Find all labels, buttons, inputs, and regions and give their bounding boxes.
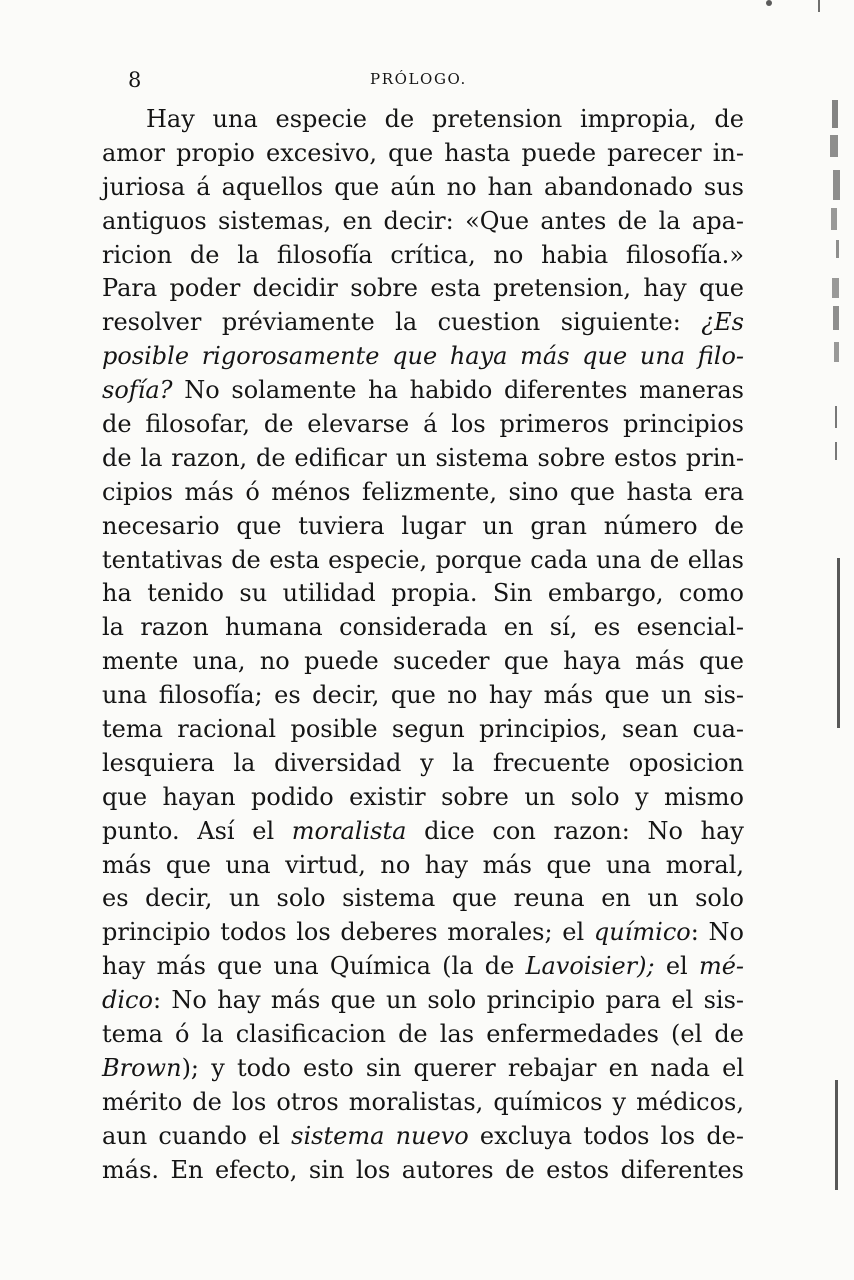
text-line <box>102 408 744 442</box>
text-run: una filosofía; es decir, que no hay más que un sis- <box>102 681 744 710</box>
text-run: necesario que tuviera lugar un gran número de <box>102 511 744 540</box>
italic-run: sistema nuevo <box>291 1121 469 1150</box>
text-line <box>102 476 744 510</box>
text-run: principio todos los deberes morales; el <box>102 918 594 947</box>
text-run: : No <box>690 918 744 947</box>
text-line <box>102 849 744 883</box>
bleed-through-margin <box>830 80 854 1230</box>
text-run: dice con razon: No hay <box>406 816 744 845</box>
text-line <box>102 272 744 306</box>
italic-run: químico <box>593 918 691 947</box>
italic-run: posible rigorosamente que haya más que una filo- <box>102 342 744 371</box>
italic-run: dico <box>102 986 153 1015</box>
text-line <box>102 306 744 340</box>
text-line <box>102 239 744 273</box>
text-line <box>102 984 744 1018</box>
running-head: PRÓLOGO. <box>370 70 467 88</box>
text-run: de filosofar, de elevarse á los primeros principios <box>102 410 744 439</box>
text-line <box>102 340 744 374</box>
text-run: No solamente ha habido diferentes maneras <box>172 376 744 405</box>
smudge-mark <box>766 0 772 6</box>
text-run: cipios más ó ménos felizmente, sino que hasta era <box>102 477 744 506</box>
text-line <box>102 645 744 679</box>
text-run: tentativas de esta especie, porque cada una de ellas <box>102 545 744 574</box>
text-run: Para poder decidir sobre esta pretension, hay que <box>102 274 744 303</box>
page-number: 8 <box>128 68 142 92</box>
text-run: amor propio excesivo, que hasta puede parecer in- <box>102 138 744 167</box>
text-line <box>102 1120 744 1154</box>
text-run: tema racional posible segun principios, sean cua- <box>102 715 744 744</box>
text-line <box>102 916 744 950</box>
text-run: más que una virtud, no hay más que una moral, <box>102 850 744 879</box>
italic-run: sofía? <box>102 376 173 405</box>
text-line <box>102 679 744 713</box>
smudge-mark <box>818 0 820 12</box>
text-run: : No hay más que un solo principio para el sis- <box>152 986 744 1015</box>
text-run: ricion de la filosofía crítica, no habia filosofía.» <box>102 240 744 269</box>
italic-run: Brown <box>102 1053 182 1082</box>
text-run: Hay una especie de pretension impropia, de <box>146 105 744 133</box>
italic-run: mé- <box>698 952 745 981</box>
text-run: juriosa á aquellos que aún no han abandonado sus <box>102 172 744 201</box>
text-line <box>102 374 744 408</box>
italic-run: Lavoisier); <box>525 952 666 981</box>
text-run: antiguos sistemas, en decir: «Que antes de la apa- <box>102 206 744 235</box>
text-line <box>102 1052 744 1086</box>
text-run: punto. Así el <box>102 816 292 845</box>
text-run: mente una, no puede suceder que haya más que <box>102 647 744 676</box>
text-line <box>102 442 744 476</box>
body-text <box>102 103 744 1188</box>
text-line <box>102 205 744 239</box>
text-run: más. En efecto, sin los autores de estos diferentes <box>102 1155 744 1184</box>
text-run: resolver préviamente la cuestion siguiente: <box>102 308 702 337</box>
text-line <box>102 171 744 205</box>
text-line <box>102 544 744 578</box>
text-line <box>102 577 744 611</box>
text-line <box>102 747 744 781</box>
italic-run: moralista <box>291 816 407 845</box>
text-line <box>102 781 744 815</box>
text-run: lesquiera la diversidad y la frecuente oposicion <box>102 748 744 777</box>
text-line <box>102 103 744 137</box>
text-line <box>102 611 744 645</box>
text-line <box>102 815 744 849</box>
text-line <box>102 137 744 171</box>
text-line <box>102 1154 744 1188</box>
text-run: ); y todo esto sin querer rebajar en nada el <box>181 1053 744 1082</box>
text-run: excluya todos los de- <box>468 1121 744 1150</box>
text-run: aun cuando el <box>102 1121 292 1150</box>
text-line <box>102 950 744 984</box>
text-line <box>102 882 744 916</box>
text-run: el <box>665 952 699 981</box>
text-run: la razon humana considerada en sí, es esencial- <box>102 613 744 642</box>
text-run: mérito de los otros moralistas, químicos y médicos, <box>102 1087 744 1116</box>
text-run: es decir, un solo sistema que reuna en un solo <box>102 884 744 913</box>
text-run: hay más que una Química (la de <box>102 952 526 981</box>
text-run: ha tenido su utilidad propia. Sin embargo, como <box>102 579 744 608</box>
italic-run: ¿Es <box>701 308 744 337</box>
text-line <box>102 713 744 747</box>
text-run: tema ó la clasificacion de las enfermedades (el de <box>102 1020 744 1049</box>
text-line <box>102 510 744 544</box>
text-line <box>102 1086 744 1120</box>
text-line <box>102 1018 744 1052</box>
text-run: que hayan podido existir sobre un solo y mismo <box>102 782 744 811</box>
text-run: de la razon, de edificar un sistema sobre estos prin- <box>102 443 744 472</box>
